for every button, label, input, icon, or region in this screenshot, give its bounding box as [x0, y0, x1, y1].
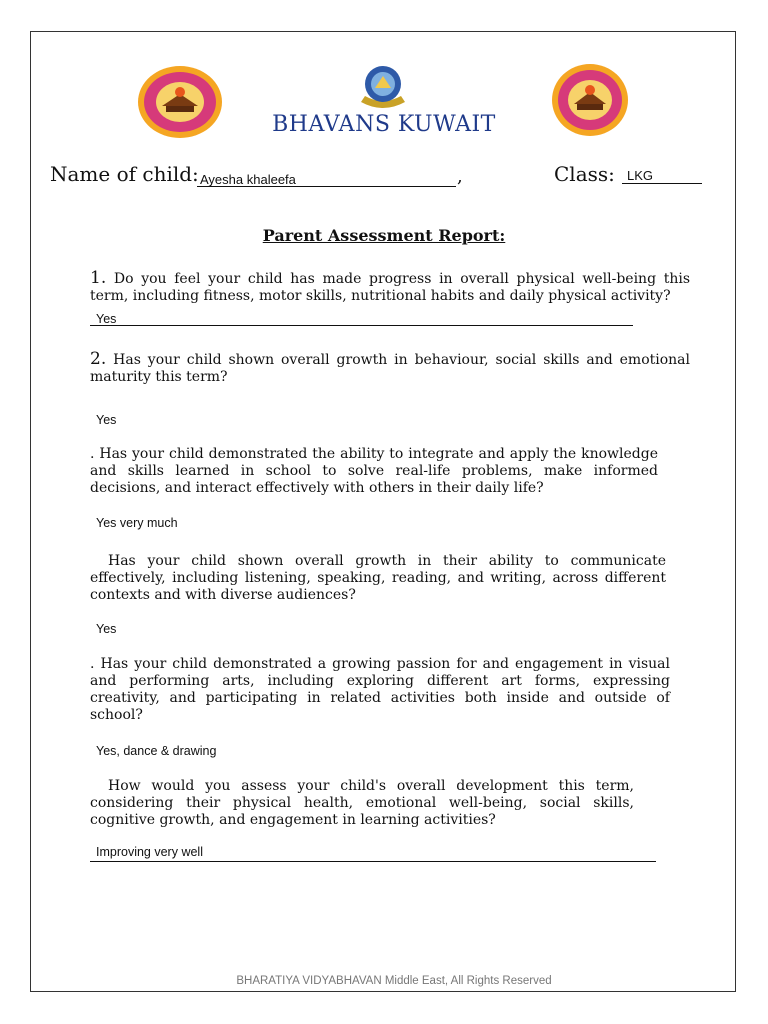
answer-6-underline: [90, 861, 656, 862]
school-seal-left: [136, 64, 224, 140]
question-text: Has your child demonstrated a growing passion for and engagement in visual and performing arts, including exploring different art forms, expressing creativity, and participating in related activities both inside and outside of school?: [90, 656, 670, 723]
answer-6: Improving very well: [96, 845, 203, 859]
answer-1-underline: [90, 325, 633, 326]
question-number: 2.: [90, 349, 107, 369]
question-number: 1.: [90, 268, 107, 288]
question-text: Has your child demonstrated the ability to integrate and apply the knowledge and skills learned in school to solve real-life problems, make informed decisions, and interact effectively with others in their daily life?: [90, 446, 659, 496]
question-text: Has your child shown overall growth in their ability to communicate effectively, including listening, speaking, reading, and writing, across different contexts and with diverse audiences?: [90, 553, 666, 603]
name-comma: ,: [457, 166, 463, 187]
class-underline: [622, 183, 702, 184]
question-1: [90, 270, 690, 305]
child-name-underline: [197, 186, 456, 187]
question-6: [90, 778, 634, 829]
report-title: Parent Assessment Report:: [262, 226, 506, 245]
name-of-child-label: Name of child:: [50, 162, 199, 186]
question-text: Has your child shown overall growth in behaviour, social skills and emotional maturity this term?: [90, 352, 690, 385]
question-number: .: [90, 656, 95, 672]
footer-copyright: BHARATIYA VIDYABHAVAN Middle East, All Rights Reserved: [236, 975, 552, 987]
question-number: .: [90, 446, 95, 462]
child-name-value: Ayesha khaleefa: [200, 172, 296, 187]
answer-2: Yes: [96, 413, 117, 427]
question-text: How would you assess your child's overall development this term, considering their physical health, emotional well-being, social skills, cognitive growth, and engagement in learning activities?: [90, 778, 634, 828]
answer-3: Yes very much: [96, 516, 178, 530]
answer-5: Yes, dance & drawing: [96, 744, 217, 758]
question-5: [90, 656, 670, 724]
question-4: [90, 553, 666, 604]
bhavans-emblem: [355, 62, 411, 112]
class-value: LKG: [627, 168, 654, 183]
question-text: Do you feel your child has made progress in overall physical well-being this term, including fitness, motor skills, nutritional habits and daily physical activity?: [90, 271, 691, 304]
question-3: [90, 446, 658, 497]
answer-4: Yes: [96, 622, 117, 636]
class-label: Class:: [554, 162, 615, 186]
brand-name: BHAVANS KUWAIT: [272, 112, 496, 137]
answer-1: Yes: [96, 312, 117, 326]
question-2: [90, 351, 690, 386]
school-seal-right: [550, 62, 630, 138]
